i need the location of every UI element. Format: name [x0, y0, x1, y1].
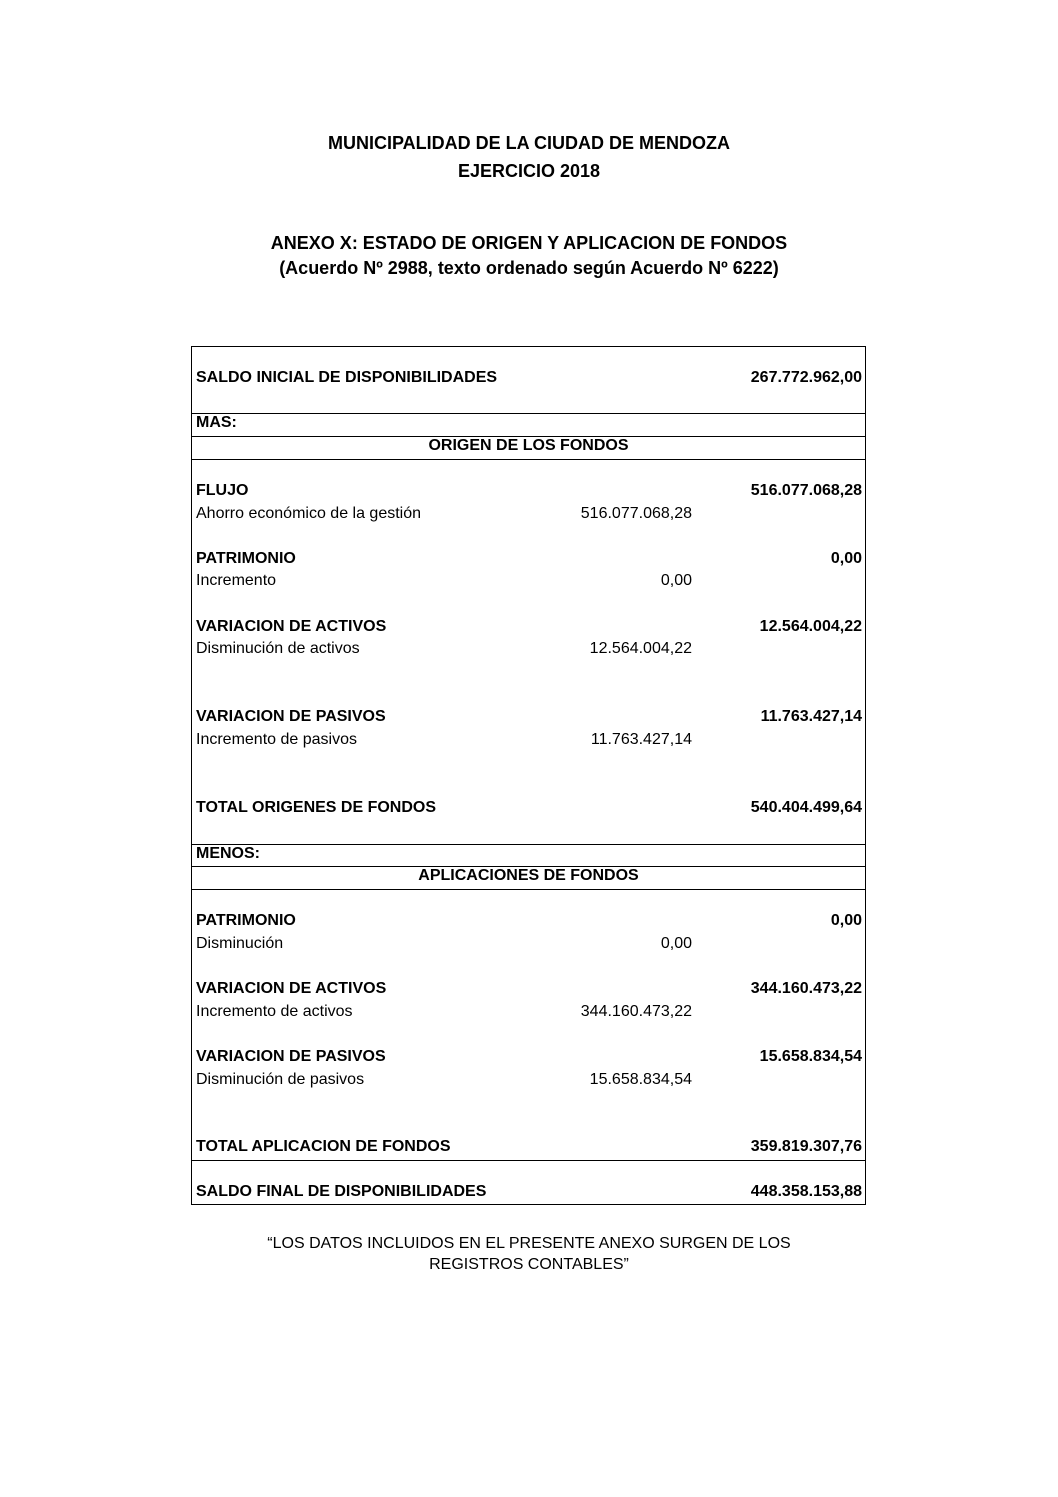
total-origenes-label: TOTAL ORIGENES DE FONDOS [196, 799, 437, 816]
saldo-inicial-label: SALDO INICIAL DE DISPONIBILIDADES [196, 369, 498, 386]
origen-activos-item-value: 12.564.004,22 [589, 640, 692, 657]
origen-activos-total: 12.564.004,22 [759, 618, 862, 635]
mas-label: MAS: [196, 414, 237, 431]
aplic-activos-item-label: Incremento de activos [196, 1003, 353, 1020]
aplic-pasivos-item-value: 15.658.834,54 [589, 1071, 692, 1088]
menos-label: MENOS: [196, 845, 260, 862]
origen-patrimonio-label: PATRIMONIO [196, 550, 296, 567]
aplic-activos-label: VARIACION DE ACTIVOS [196, 980, 387, 997]
divider [192, 1160, 865, 1161]
flujo-item-value: 516.077.068,28 [580, 505, 692, 522]
aplic-pasivos-total: 15.658.834,54 [759, 1048, 862, 1065]
origen-pasivos-item-value: 11.763.427,14 [590, 731, 692, 748]
aplic-activos-item-value: 344.160.473,22 [580, 1003, 692, 1020]
total-aplicacion-value: 359.819.307,76 [750, 1138, 862, 1155]
aplic-patrimonio-total: 0,00 [830, 912, 862, 929]
aplic-patrimonio-label: PATRIMONIO [196, 912, 296, 929]
annex-title: ANEXO X: ESTADO DE ORIGEN Y APLICACION DE FONDOS [270, 233, 788, 253]
divider [192, 413, 865, 414]
total-origenes-value: 540.404.499,64 [750, 799, 862, 816]
divider [192, 459, 865, 460]
saldo-final-value: 448.358.153,88 [750, 1183, 862, 1200]
total-aplicacion-label: TOTAL APLICACION DE FONDOS [196, 1138, 451, 1155]
origen-patrimonio-item-label: Incremento [196, 572, 277, 589]
page-title: MUNICIPALIDAD DE LA CIUDAD DE MENDOZA [328, 133, 730, 153]
aplic-pasivos-item-label: Disminución de pasivos [196, 1071, 365, 1088]
origen-pasivos-item-label: Incremento de pasivos [196, 731, 357, 748]
flujo-total: 516.077.068,28 [750, 482, 862, 499]
divider [192, 844, 865, 845]
aplic-activos-total: 344.160.473,22 [750, 980, 862, 997]
aplic-patrimonio-item-label: Disminución [196, 935, 284, 952]
origen-heading: ORIGEN DE LOS FONDOS [428, 437, 629, 454]
fiscal-year: EJERCICIO 2018 [457, 161, 601, 181]
origen-pasivos-total: 11.763.427,14 [760, 708, 862, 725]
funds-statement-table [191, 346, 866, 1205]
aplic-pasivos-label: VARIACION DE PASIVOS [196, 1048, 386, 1065]
divider [192, 889, 865, 890]
origen-patrimonio-total: 0,00 [830, 550, 862, 567]
aplic-patrimonio-item-value: 0,00 [660, 935, 692, 952]
footer-note-line2: REGISTROS CONTABLES” [429, 1256, 629, 1273]
footer-note-line1: “LOS DATOS INCLUIDOS EN EL PRESENTE ANEXO SURGEN DE LOS [267, 1235, 791, 1252]
saldo-final-label: SALDO FINAL DE DISPONIBILIDADES [196, 1183, 487, 1200]
origen-pasivos-label: VARIACION DE PASIVOS [196, 708, 386, 725]
origen-activos-label: VARIACION DE ACTIVOS [196, 618, 387, 635]
annex-subtitle: (Acuerdo Nº 2988, texto ordenado según Acuerdo Nº 6222) [279, 258, 779, 278]
saldo-inicial-value: 267.772.962,00 [750, 369, 862, 386]
flujo-item-label: Ahorro económico de la gestión [196, 505, 422, 522]
flujo-label: FLUJO [196, 482, 249, 499]
origen-activos-item-label: Disminución de activos [196, 640, 360, 657]
aplicaciones-heading: APLICACIONES DE FONDOS [418, 867, 639, 884]
origen-patrimonio-item-value: 0,00 [660, 572, 692, 589]
